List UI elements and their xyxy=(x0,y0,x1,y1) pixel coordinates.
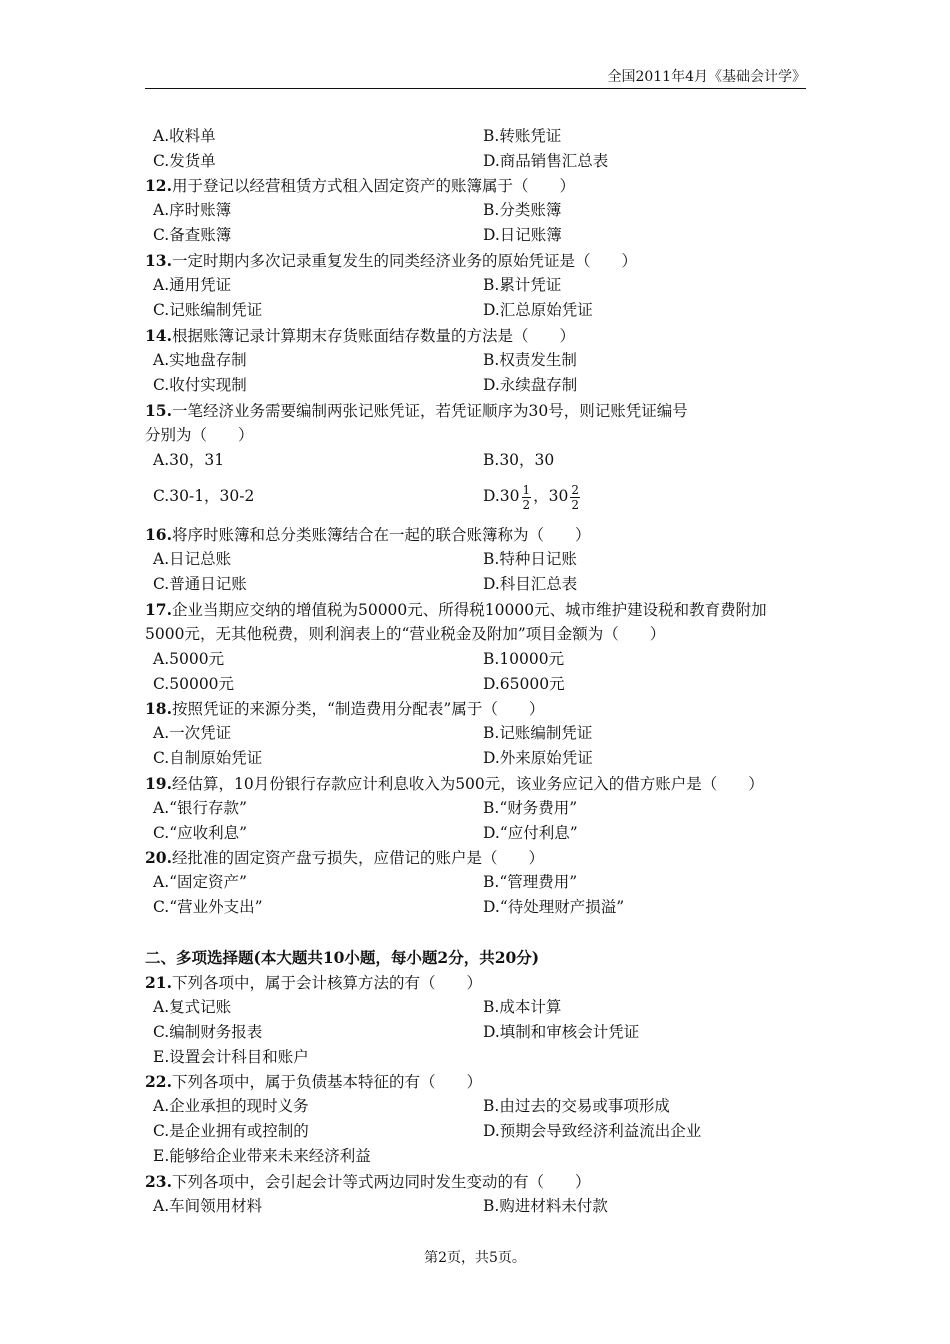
q19-option-a: A.“银行存款” xyxy=(153,799,247,817)
q22-stem xyxy=(145,1069,810,1094)
q12-option-c: C.备查账簿 xyxy=(153,226,232,244)
q21-text: 下列各项中，属于会计核算方法的有（ ） xyxy=(171,974,482,992)
q17-option-c: C.50000元 xyxy=(153,675,235,693)
q21-stem xyxy=(145,970,810,995)
q14-option-a: A.实地盘存制 xyxy=(153,351,247,369)
q23-option-a: A.车间领用材料 xyxy=(153,1197,263,1215)
q23-options-row1 xyxy=(145,1194,810,1219)
q18-option-c: C.自制原始凭证 xyxy=(153,749,263,767)
q17-stem xyxy=(145,597,810,622)
q13-options-row2 xyxy=(145,298,810,323)
q12-stem xyxy=(145,173,810,198)
q19-text: 经估算，10月份银行存款应计利息收入为500元，该业务应记入的借方账户是（ ） xyxy=(171,775,764,793)
q16-number: 16. xyxy=(145,525,172,544)
q21-option-b: B.成本计算 xyxy=(483,998,562,1016)
q15-option-d-middle: ，30 xyxy=(533,487,569,505)
q20-option-a: A.“固定资产” xyxy=(153,873,247,891)
q15-option-b: B.30，30 xyxy=(483,451,555,469)
q14-text: 根据账簿记录计算期末存货账面结存数量的方法是（ ） xyxy=(171,327,575,345)
q15-number: 15. xyxy=(145,401,172,420)
q14-options-row2 xyxy=(145,373,810,398)
q16-option-b: B.特种日记账 xyxy=(483,550,577,568)
q11-options-row2 xyxy=(145,149,810,174)
q14-stem xyxy=(145,323,810,348)
q17-text: 企业当期应交纳的增值税为50000元、所得税10000元、城市维护建设税和教育费附加 xyxy=(171,601,767,619)
q20-text: 经批准的固定资产盘亏损失，应借记的账户是（ ） xyxy=(171,849,544,867)
q20-option-c: C.“营业外支出” xyxy=(153,898,263,916)
q15-text-continued: 分别为（ ） xyxy=(145,426,254,444)
q17-option-a: A.5000元 xyxy=(153,650,225,668)
q13-option-c: C.记账编制凭证 xyxy=(153,301,263,319)
q20-number: 20. xyxy=(145,848,172,867)
q15-fraction-1-numerator: 1 xyxy=(522,482,531,497)
q18-options-row1 xyxy=(145,721,810,746)
q22-option-a: A.企业承担的现时义务 xyxy=(153,1097,309,1115)
q15-stem-continued xyxy=(145,423,810,448)
q15-fraction-2-denominator: 2 xyxy=(571,497,580,512)
q14-number: 14. xyxy=(145,326,172,345)
q16-text: 将序时账簿和总分类账簿结合在一起的联合账簿称为（ ） xyxy=(171,526,591,544)
q20-option-d: D.“待处理财产损溢” xyxy=(483,898,625,916)
q21-number: 21. xyxy=(145,973,172,992)
q12-text: 用于登记以经营租赁方式租入固定资产的账簿属于（ ） xyxy=(171,177,575,195)
q21-options-row3 xyxy=(145,1045,810,1070)
q22-option-b: B.由过去的交易或事项形成 xyxy=(483,1097,670,1115)
page-footer: 第2页，共5页。 xyxy=(424,1250,526,1266)
q17-number: 17. xyxy=(145,600,172,619)
header-rule xyxy=(145,88,806,89)
q12-options-row1 xyxy=(145,198,810,223)
q19-number: 19. xyxy=(145,774,172,793)
q20-options-row1 xyxy=(145,870,810,895)
q15-option-a: A.30，31 xyxy=(153,451,225,469)
q15-text: 一笔经济业务需要编制两张记账凭证，若凭证顺序为30号，则记账凭证编号 xyxy=(171,402,688,420)
q11-option-b: B.转账凭证 xyxy=(483,127,562,145)
q22-options-row1 xyxy=(145,1094,810,1119)
q18-number: 18. xyxy=(145,699,172,718)
q15-stem xyxy=(145,398,810,423)
q11-options-row1 xyxy=(145,124,810,149)
q19-option-c: C.“应收利息” xyxy=(153,824,248,842)
q13-option-b: B.累计凭证 xyxy=(483,276,562,294)
q12-option-a: A.序时账簿 xyxy=(153,201,232,219)
q19-option-b: B.“财务费用” xyxy=(483,799,578,817)
q23-option-b: B.购进材料未付款 xyxy=(483,1197,608,1215)
q11-option-d: D.商品销售汇总表 xyxy=(483,152,609,170)
q11-option-c: C.发货单 xyxy=(153,152,216,170)
q12-option-d: D.日记账簿 xyxy=(483,226,562,244)
q15-option-c: C.30-1，30-2 xyxy=(153,487,255,505)
q12-option-b: B.分类账簿 xyxy=(483,201,562,219)
q20-stem xyxy=(145,845,810,870)
q13-stem xyxy=(145,248,810,273)
q21-option-e: E.设置会计科目和账户 xyxy=(153,1048,309,1066)
q18-stem xyxy=(145,696,810,721)
q15-option-d xyxy=(483,480,582,512)
q13-options-row1 xyxy=(145,273,810,298)
q17-text-continued: 5000元，无其他税费，则利润表上的“营业税金及附加”项目金额为（ ） xyxy=(145,625,666,643)
q13-number: 13. xyxy=(145,251,172,270)
q22-option-d: D.预期会导致经济利益流出企业 xyxy=(483,1122,702,1140)
q18-text: 按照凭证的来源分类，“制造费用分配表”属于（ ） xyxy=(171,700,545,718)
q14-option-c: C.收付实现制 xyxy=(153,376,247,394)
q15-fraction-2 xyxy=(570,483,580,512)
q21-option-c: C.编制财务报表 xyxy=(153,1023,263,1041)
q15-options-row1 xyxy=(145,448,810,473)
section-2-heading: 二、多项选择题(本大题共10小题，每小题2分，共20分) xyxy=(145,948,540,967)
page-header: 全国2011年4月《基础会计学》 xyxy=(607,69,806,85)
q21-options-row1 xyxy=(145,995,810,1020)
q19-option-d: D.“应付利息” xyxy=(483,824,578,842)
q15-fraction-2-numerator: 2 xyxy=(571,482,580,497)
q21-option-a: A.复式记账 xyxy=(153,998,232,1016)
q18-option-d: D.外来原始凭证 xyxy=(483,749,593,767)
q12-options-row2 xyxy=(145,223,810,248)
q19-options-row2 xyxy=(145,821,810,846)
q21-option-d: D.填制和审核会计凭证 xyxy=(483,1023,640,1041)
q13-option-a: A.通用凭证 xyxy=(153,276,232,294)
q22-options-row3 xyxy=(145,1144,810,1169)
q11-option-a: A.收料单 xyxy=(153,127,216,145)
q15-option-d-prefix: D.30 xyxy=(483,487,520,505)
q23-stem xyxy=(145,1169,810,1194)
q20-option-b: B.“管理费用” xyxy=(483,873,578,891)
q22-text: 下列各项中，属于负债基本特征的有（ ） xyxy=(171,1073,482,1091)
q15-fraction-1-denominator: 2 xyxy=(522,497,531,512)
q22-number: 22. xyxy=(145,1072,172,1091)
q20-options-row2 xyxy=(145,895,810,920)
q15-options-row2 xyxy=(145,480,810,512)
q17-option-b: B.10000元 xyxy=(483,650,565,668)
q23-text: 下列各项中，会引起会计等式两边同时发生变动的有（ ） xyxy=(171,1173,591,1191)
q13-option-d: D.汇总原始凭证 xyxy=(483,301,593,319)
q17-option-d: D.65000元 xyxy=(483,675,565,693)
q18-options-row2 xyxy=(145,746,810,771)
q19-options-row1 xyxy=(145,796,810,821)
q15-fraction-1 xyxy=(522,483,532,512)
q12-number: 12. xyxy=(145,176,172,195)
q17-options-row2 xyxy=(145,672,810,697)
q17-stem-continued xyxy=(145,622,810,647)
q14-options-row1 xyxy=(145,348,810,373)
q16-stem xyxy=(145,522,810,547)
q17-options-row1 xyxy=(145,647,810,672)
q18-option-a: A.一次凭证 xyxy=(153,724,232,742)
q21-options-row2 xyxy=(145,1020,810,1045)
q16-option-d: D.科目汇总表 xyxy=(483,575,578,593)
q22-option-c: C.是企业拥有或控制的 xyxy=(153,1122,309,1140)
q16-option-c: C.普通日记账 xyxy=(153,575,247,593)
q19-stem xyxy=(145,771,810,796)
q22-option-e: E.能够给企业带来未来经济利益 xyxy=(153,1147,371,1165)
q16-options-row2 xyxy=(145,572,810,597)
q14-option-d: D.永续盘存制 xyxy=(483,376,578,394)
q16-options-row1 xyxy=(145,547,810,572)
q16-option-a: A.日记总账 xyxy=(153,550,232,568)
q23-number: 23. xyxy=(145,1172,172,1191)
q14-option-b: B.权责发生制 xyxy=(483,351,577,369)
q18-option-b: B.记账编制凭证 xyxy=(483,724,593,742)
q13-text: 一定时期内多次记录重复发生的同类经济业务的原始凭证是（ ） xyxy=(171,252,637,270)
q22-options-row2 xyxy=(145,1119,810,1144)
